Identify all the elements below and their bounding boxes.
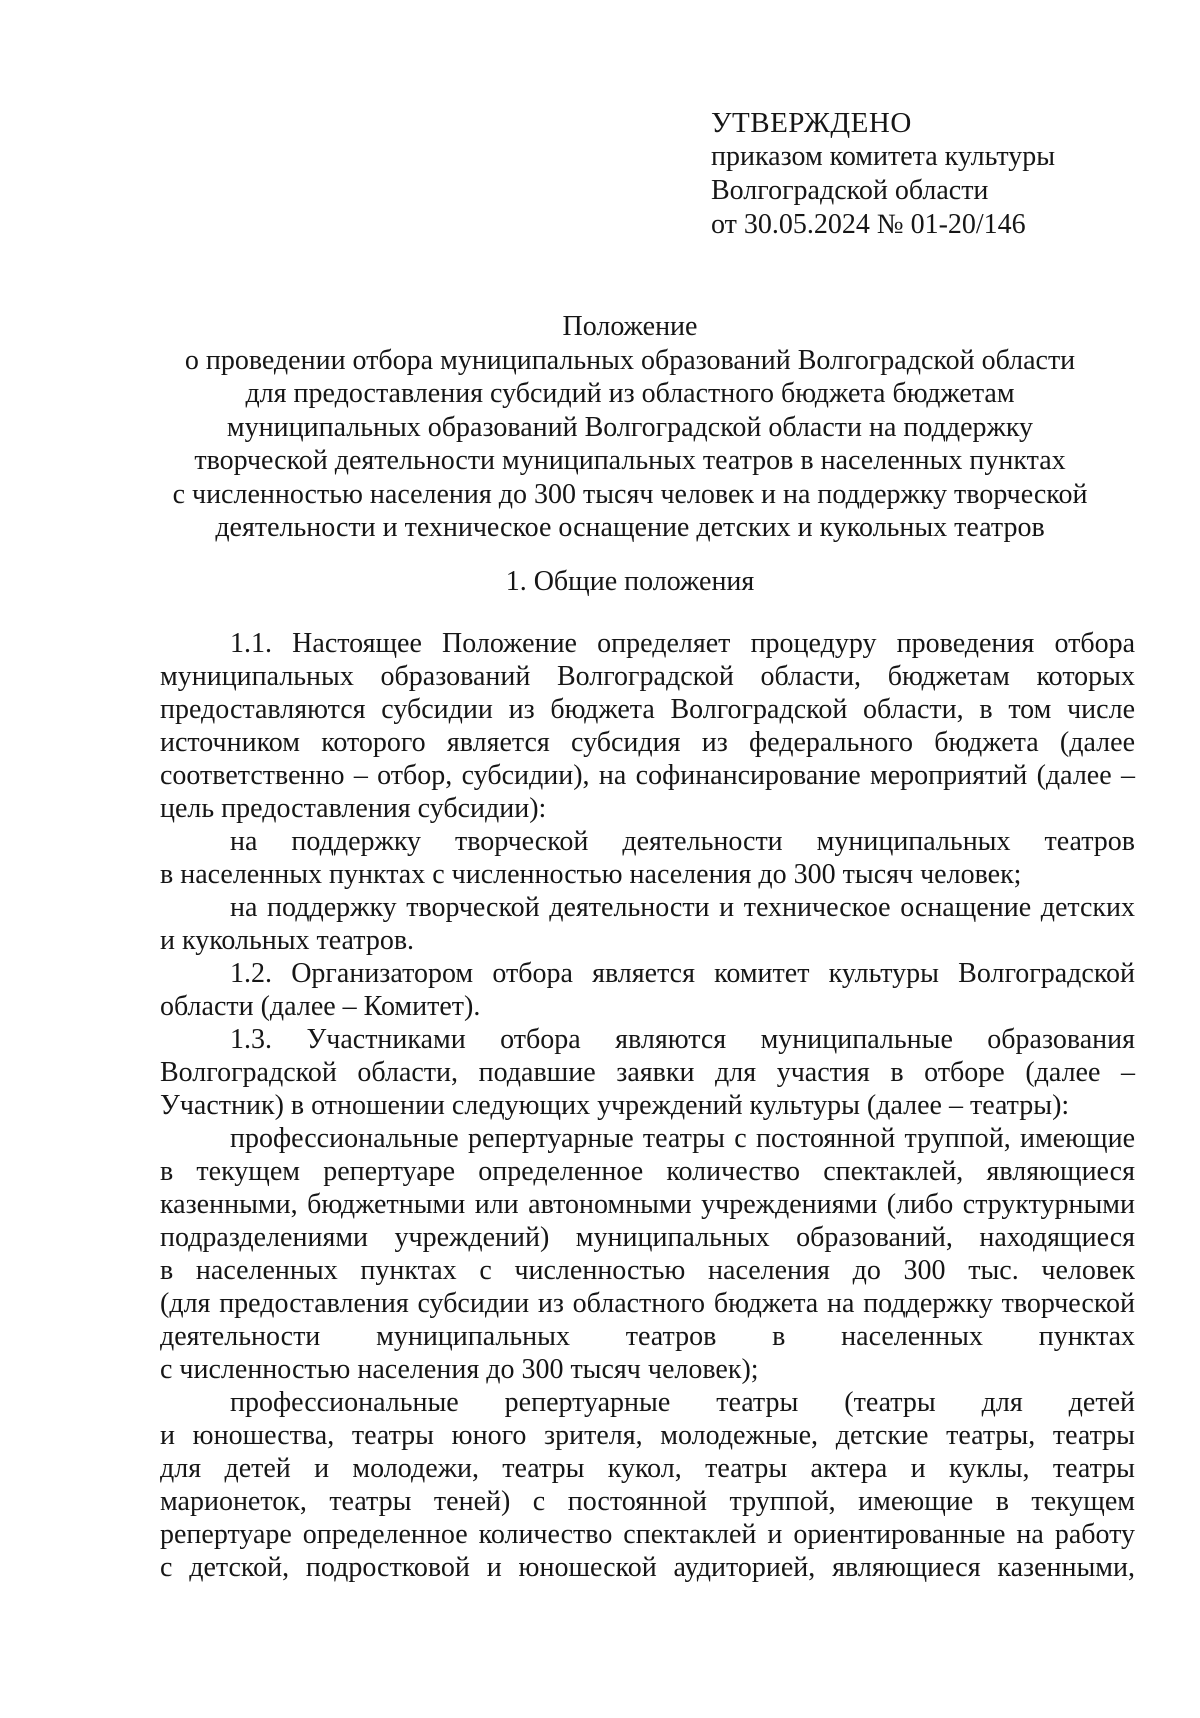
body-line: области (далее – Комитет). [160,991,481,1022]
body-line: для детей и молодежи, театры кукол, театры актера и куклы, театры [160,1453,1135,1484]
body-line: 1.3. Участниками отбора являются муниципальные образования [230,1024,1135,1055]
body-line: профессиональные репертуарные театры (театры для детей [230,1387,1135,1418]
body-line: профессиональные репертуарные театры с постоянной труппой, имеющие [230,1123,1135,1154]
body-line: марионеток, театры теней) с постоянной труппой, имеющие в текущем [160,1486,1135,1517]
approval-region: Волгоградской области [711,175,989,206]
approval-authority: приказом комитета культуры [711,141,1056,172]
approval-heading: УТВЕРЖДЕНО [711,107,912,139]
body-line: муниципальных образований Волгоградской области, бюджетам которых [160,661,1135,692]
body-line: в текущем репертуаре определенное количество спектаклей, являющиеся [160,1156,1135,1187]
title-line: для предоставления субсидий из областного бюджета бюджетам [245,378,1015,409]
body-line: цель предоставления субсидии): [160,793,547,824]
body-line: соответственно – отбор, субсидии), на софинансирование мероприятий (далее – [160,760,1135,791]
body-line: предоставляются субсидии из бюджета Волгоградской области, в том числе [160,694,1135,725]
body-line: на поддержку творческой деятельности и техническое оснащение детских [230,892,1135,923]
section-heading: 1. Общие положения [505,566,755,597]
title-line: деятельности и техническое оснащение детских и кукольных театров [215,512,1045,543]
document-body [160,627,1135,1584]
body-line: подразделениями учреждений) муниципальных образований, находящиеся [160,1222,1135,1253]
approval-order-number: от 30.05.2024 № 01-20/146 [711,209,1026,240]
body-line: (для предоставления субсидии из областного бюджета на поддержку творческой [160,1288,1135,1319]
title-line: с численностью населения до 300 тысяч человек и на поддержку творческой [172,478,1088,510]
body-line: с детской, подростковой и юношеской аудиторией, являющиеся казенными, [160,1552,1135,1583]
body-line: 1.1. Настоящее Положение определяет процедуру проведения отбора [230,628,1135,659]
body-line: казенными, бюджетными или автономными учреждениями (либо структурными [160,1189,1135,1220]
title-line: о проведении отбора муниципальных образований Волгоградской области [184,344,1076,376]
body-line: Волгоградской области, подавшие заявки для участия в отборе (далее – [160,1057,1135,1088]
title-line: Положение [562,311,698,342]
document-title [150,310,1110,545]
body-line: в населенных пунктах с численностью населения до 300 тысяч человек; [160,859,1022,890]
body-line: репертуаре определенное количество спектаклей и ориентированные на работу [160,1519,1135,1550]
body-line: с численностью населения до 300 тысяч человек); [160,1354,759,1385]
approval-stamp [711,106,1055,242]
body-line: деятельности муниципальных театров в населенных пунктах [160,1321,1135,1352]
body-line: 1.2. Организатором отбора является комитет культуры Волгоградской [230,958,1135,989]
body-line: источником которого является субсидия из федерального бюджета (далее [160,727,1135,758]
title-line: муниципальных образований Волгоградской области на поддержку [226,411,1034,443]
body-line: Участник) в отношении следующих учреждений культуры (далее – театры): [160,1090,1070,1121]
body-line: в населенных пунктах с численностью населения до 300 тыс. человек [160,1255,1135,1286]
body-line: и кукольных театров. [160,925,415,956]
body-line: и юношества, театры юного зрителя, молодежные, детские театры, театры [160,1420,1135,1451]
body-line: на поддержку творческой деятельности муниципальных театров [230,826,1135,857]
title-line: творческой деятельности муниципальных театров в населенных пунктах [194,445,1066,476]
